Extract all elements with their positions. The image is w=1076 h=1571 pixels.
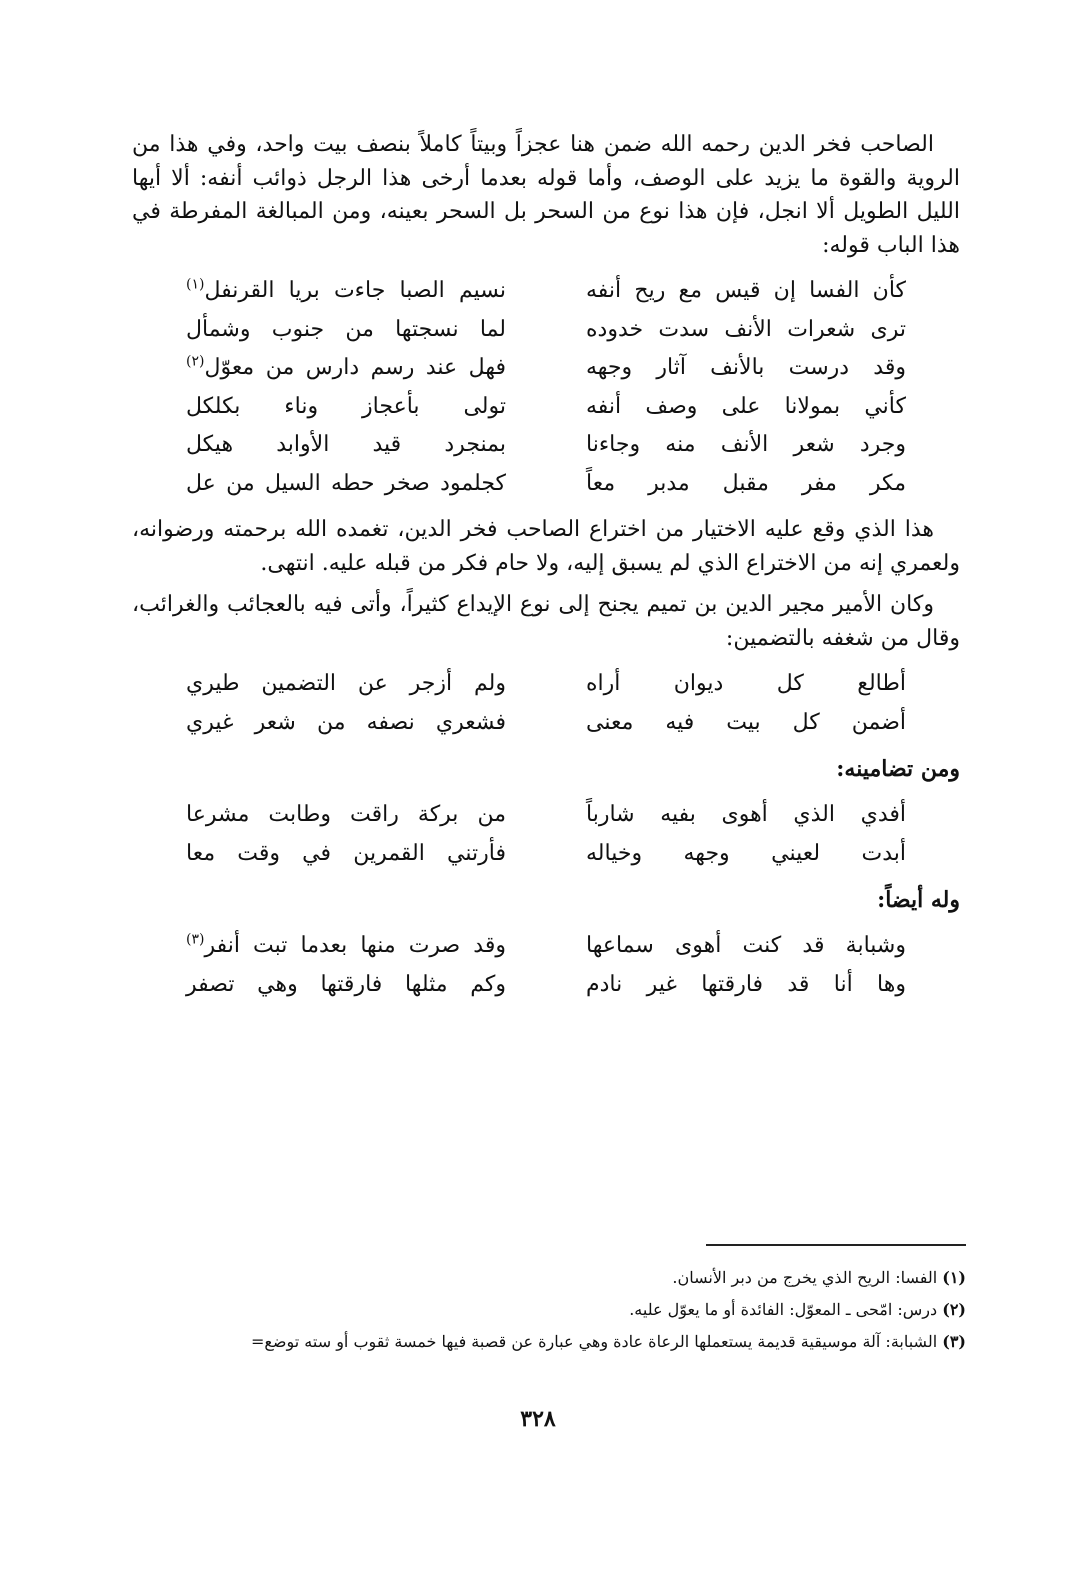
footnotes — [100, 1262, 966, 1358]
verse-second-half: تولى بأعجاز وناء بكلكل — [186, 393, 506, 419]
verse-row — [186, 796, 906, 835]
verse-second-half: فهل عند رسم دارس من معوّل$^{(٢)}$ — [186, 353, 506, 380]
footnote-item — [100, 1262, 966, 1294]
footnote-text: درس: امّحى ـ المعوّل: الفائدة أو ما يعوّل عليه. — [629, 1300, 938, 1319]
verse-row — [186, 835, 906, 874]
footnote-marker[interactable]: (١) — [186, 276, 205, 293]
footnote-item — [100, 1326, 966, 1358]
footnote-text: الشبابة: آلة موسيقية قديمة يستعملها الرعاة عادة وهي عبارة عن قصبة فيها خمسة ثقوب أو سته توضع= — [250, 1332, 938, 1351]
verse-row — [186, 388, 906, 427]
poem-nose — [132, 272, 960, 503]
footnote-marker[interactable]: (٢) — [186, 353, 205, 370]
verse-second-half: من بركة راقت وطابت مشرعا — [186, 802, 506, 827]
paragraph-conclusion-text: هذا الذي وقع عليه الاختيار من اختراع الصاحب فخر الدين، تغمده الله برحمته ورضوانه، ولعمري إنه من الاختراع الذي لم يسبق إليه، ولا حام فكر من قبله عليه. انتهى. — [132, 517, 960, 576]
verse-second-half: لما نسجتها من جنوب وشمأل — [186, 316, 506, 342]
verse-row — [186, 426, 906, 465]
verse-first-half: وها أنا قد فارقتها غير نادم — [586, 971, 906, 997]
verse-first-half: أبدت لعيني وجهه وخياله — [586, 840, 906, 866]
verse-first-half: ترى شعرات الأنف سدت خدوده — [586, 316, 906, 342]
footnote-number: (١) — [942, 1268, 966, 1287]
paragraph-ibn-tamim-text: وكان الأمير مجير الدين بن تميم يجنح إلى نوع الإيداع كثيراً، وأتى فيه بالعجائب والغرائب، وقال من شغفه بالتضمين: — [132, 592, 960, 651]
verse-row — [186, 349, 906, 388]
verse-row — [186, 966, 906, 1005]
verse-second-half: كجلمود صخر حطه السيل من عل — [186, 470, 506, 496]
verse-first-half: أفدي الذي أهوى بفيه شارباً — [586, 802, 906, 827]
verse-first-half: وقد درست بالأنف آثار وجهه — [586, 355, 906, 380]
verse-first-half: كأن الفسا إن قيس مع ريح أنفه — [586, 278, 906, 303]
section-heading: وله أيضاً: — [877, 887, 960, 913]
verse-second-half: وقد صرت منها بعدما تبت أنفر$^{(٣)}$ — [186, 931, 506, 958]
verse-first-half: أضمن كل بيت فيه معنى — [586, 709, 906, 735]
footnote-text: الفسا: الريح الذي يخرج من دبر الأنسان. — [672, 1268, 938, 1287]
verse-second-half: فأرتني القمرين في وقت معا — [186, 840, 506, 866]
verse-row — [186, 272, 906, 311]
paragraph-ibn-tamim — [132, 588, 960, 655]
verse-second-half: فشعري نصفه من شعر غيري — [186, 709, 506, 735]
paragraph-intro — [132, 128, 960, 262]
verse-second-half: بمنجرد قيد الأوابد هيكل — [186, 432, 506, 457]
verse-first-half: أطالع كل ديوان أراه — [586, 671, 906, 696]
poem-pool — [132, 796, 960, 873]
verse-row — [186, 311, 906, 350]
poem-flute — [132, 927, 960, 1004]
footnote-number: (٢) — [942, 1300, 966, 1319]
verse-second-half: وكم مثلها فارقتها وهي تصفر — [186, 971, 506, 997]
page-number: ٣٢٨ — [520, 1406, 556, 1432]
footnote-item — [100, 1294, 966, 1326]
paragraph-conclusion — [132, 513, 960, 580]
footnote-marker[interactable]: (٣) — [186, 931, 205, 948]
poem-tadmin — [132, 665, 960, 742]
footnote-number: (٣) — [942, 1332, 966, 1351]
verse-second-half: ولم أزجر عن التضمين طيري — [186, 671, 506, 696]
verse-first-half: مكر مفر مقبل مدبر معاً — [586, 470, 906, 496]
page-body — [132, 128, 960, 1014]
section-heading: ومن تضامينه: — [836, 756, 960, 782]
verse-row — [186, 665, 906, 704]
verse-second-half: نسيم الصبا جاءت بريا القرنفل$^{(١)}$ — [186, 276, 506, 303]
verse-first-half: وشبابة قد كنت أهوى سماعها — [586, 933, 906, 958]
verse-row — [186, 465, 906, 504]
verse-row — [186, 704, 906, 743]
footnote-separator — [706, 1244, 966, 1246]
verse-first-half: وجرد شعر الأنف منه وجاءنا — [586, 432, 906, 457]
paragraph-intro-text: الصاحب فخر الدين رحمه الله ضمن هنا عجزاً وبيتاً كاملاً بنصف بيت واحد، وفي هذا من الروية والقوة ما يزيد على الوصف، وأما قوله بعدما أرخى هذا الرجل ذوائب أنفه: ألا أيها الليل الطويل ألا انجل، فإن هذا نوع من السحر بل السحر بعينه، ومن المبالغة المفرطة في هذا الباب قوله: — [132, 132, 960, 258]
verse-first-half: كأني بمولانا على وصف أنفه — [586, 393, 906, 419]
verse-row — [186, 927, 906, 966]
